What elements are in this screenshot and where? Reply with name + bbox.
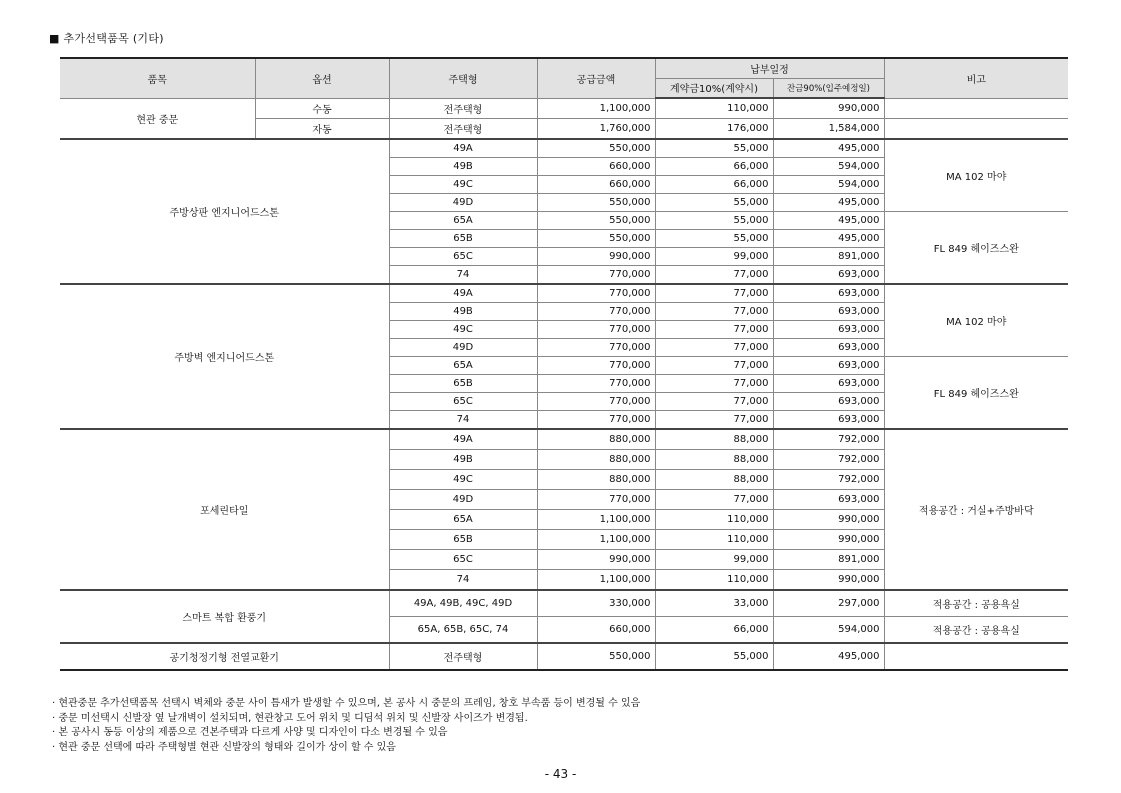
type-cell: 65A, 65B, 65C, 74	[389, 617, 537, 644]
notes	[52, 697, 640, 755]
balance-cell: 693,000	[773, 357, 884, 375]
type-cell: 49B	[389, 303, 537, 321]
remark-cell	[884, 119, 1068, 140]
price-cell: 770,000	[537, 357, 655, 375]
type-cell: 65A	[389, 510, 537, 530]
balance-cell: 495,000	[773, 194, 884, 212]
balance-cell: 693,000	[773, 266, 884, 285]
balance-cell: 891,000	[773, 248, 884, 266]
type-cell: 65B	[389, 530, 537, 550]
price-cell: 660,000	[537, 176, 655, 194]
balance-cell: 693,000	[773, 411, 884, 430]
balance-cell: 990,000	[773, 570, 884, 591]
price-cell: 660,000	[537, 617, 655, 644]
remark-cell: MA 102 마야	[884, 284, 1068, 357]
deposit-cell: 99,000	[655, 248, 773, 266]
remark-cell: 적용공간 : 공용욕실	[884, 617, 1068, 644]
deposit-cell: 66,000	[655, 617, 773, 644]
deposit-cell: 77,000	[655, 490, 773, 510]
deposit-cell: 77,000	[655, 266, 773, 285]
price-cell: 550,000	[537, 212, 655, 230]
page-number: - 43 -	[544, 767, 577, 781]
balance-cell: 693,000	[773, 375, 884, 393]
table-row	[60, 98, 1068, 119]
balance-cell: 693,000	[773, 303, 884, 321]
note-item: · 본 공사시 동등 이상의 제품으로 견본주택과 다르게 사양 및 디자인이 다소 변경될 수 있음	[52, 727, 448, 738]
remark-cell	[884, 643, 1068, 670]
balance-cell: 990,000	[773, 98, 884, 119]
deposit-cell: 176,000	[655, 119, 773, 140]
balance-cell: 594,000	[773, 176, 884, 194]
type-cell: 전주택형	[389, 643, 537, 670]
type-cell: 65B	[389, 230, 537, 248]
balance-cell: 495,000	[773, 212, 884, 230]
price-cell: 880,000	[537, 450, 655, 470]
remark-cell: 적용공간 : 거실+주방바닥	[884, 429, 1068, 590]
type-cell: 65A	[389, 212, 537, 230]
deposit-cell: 77,000	[655, 321, 773, 339]
type-cell: 49D	[389, 194, 537, 212]
header-price: 공급금액	[537, 58, 655, 98]
balance-cell: 693,000	[773, 339, 884, 357]
deposit-cell: 110,000	[655, 510, 773, 530]
header-balance: 잔금90%(입주예정일)	[773, 78, 884, 98]
deposit-cell: 88,000	[655, 429, 773, 450]
table-row	[60, 139, 1068, 158]
price-cell: 770,000	[537, 375, 655, 393]
balance-cell: 990,000	[773, 530, 884, 550]
item-name: 주방벽 엔지니어드스톤	[60, 284, 389, 429]
remark-cell	[884, 98, 1068, 119]
balance-cell: 792,000	[773, 429, 884, 450]
balance-cell: 495,000	[773, 230, 884, 248]
balance-cell: 594,000	[773, 617, 884, 644]
type-cell: 전주택형	[389, 98, 537, 119]
balance-cell: 891,000	[773, 550, 884, 570]
type-cell: 전주택형	[389, 119, 537, 140]
balance-cell: 594,000	[773, 158, 884, 176]
deposit-cell: 55,000	[655, 230, 773, 248]
balance-cell: 693,000	[773, 321, 884, 339]
deposit-cell: 110,000	[655, 570, 773, 591]
type-cell: 49D	[389, 339, 537, 357]
balance-cell: 1,584,000	[773, 119, 884, 140]
remark-cell: 적용공간 : 공용욕실	[884, 590, 1068, 617]
price-cell: 770,000	[537, 411, 655, 430]
type-cell: 49A	[389, 429, 537, 450]
header-unit-type: 주택형	[389, 58, 537, 98]
price-cell: 770,000	[537, 266, 655, 285]
price-cell: 880,000	[537, 429, 655, 450]
type-cell: 74	[389, 266, 537, 285]
table-row	[60, 643, 1068, 670]
option-cell: 수동	[255, 98, 389, 119]
option-cell: 자동	[255, 119, 389, 140]
remark-cell: FL 849 헤이즈스완	[884, 357, 1068, 430]
balance-cell: 693,000	[773, 284, 884, 303]
header-remarks: 비고	[884, 58, 1068, 98]
balance-cell: 990,000	[773, 510, 884, 530]
price-cell: 330,000	[537, 590, 655, 617]
remark-cell: MA 102 마야	[884, 139, 1068, 212]
item-name: 스마트 복합 환풍기	[60, 590, 389, 643]
price-cell: 660,000	[537, 158, 655, 176]
item-name: 주방상판 엔지니어드스톤	[60, 139, 389, 284]
price-cell: 770,000	[537, 303, 655, 321]
price-cell: 1,100,000	[537, 510, 655, 530]
deposit-cell: 77,000	[655, 284, 773, 303]
deposit-cell: 77,000	[655, 303, 773, 321]
deposit-cell: 66,000	[655, 158, 773, 176]
deposit-cell: 99,000	[655, 550, 773, 570]
price-cell: 990,000	[537, 550, 655, 570]
option-price-table	[60, 57, 1068, 671]
balance-cell: 792,000	[773, 470, 884, 490]
type-cell: 65A	[389, 357, 537, 375]
type-cell: 49D	[389, 490, 537, 510]
type-cell: 49C	[389, 321, 537, 339]
type-cell: 74	[389, 411, 537, 430]
note-item: · 현관 중문 선택에 따라 주택형별 현관 신발장의 형태와 길이가 상이 할 수 있음	[52, 741, 396, 753]
deposit-cell: 77,000	[655, 339, 773, 357]
type-cell: 49B	[389, 158, 537, 176]
price-cell: 550,000	[537, 139, 655, 158]
type-cell: 65B	[389, 375, 537, 393]
price-cell: 1,100,000	[537, 530, 655, 550]
note-item: · 중문 미선택시 신발장 옆 날개벽이 설치되며, 현관창고 도어 위치 및 디딤석 위치 및 신발장 사이즈가 변경됨.	[52, 712, 528, 724]
remark-cell: FL 849 헤이즈스완	[884, 212, 1068, 285]
price-cell: 770,000	[537, 284, 655, 303]
price-cell: 1,760,000	[537, 119, 655, 140]
deposit-cell: 55,000	[655, 643, 773, 670]
price-cell: 880,000	[537, 470, 655, 490]
table-row	[60, 590, 1068, 617]
note-item: · 현관중문 추가선택품목 선택시 벽체와 중문 사이 틈새가 발생할 수 있으며, 본 공사 시 중문의 프레임, 창호 부속품 등이 변경될 수 있음	[52, 698, 641, 709]
price-cell: 770,000	[537, 321, 655, 339]
header-deposit: 계약금10%(계약시)	[655, 78, 773, 98]
deposit-cell: 55,000	[655, 139, 773, 158]
table-row	[60, 429, 1068, 450]
price-cell: 1,100,000	[537, 98, 655, 119]
deposit-cell: 110,000	[655, 530, 773, 550]
price-cell: 770,000	[537, 490, 655, 510]
table-row	[60, 284, 1068, 303]
deposit-cell: 55,000	[655, 212, 773, 230]
type-cell: 74	[389, 570, 537, 591]
deposit-cell: 33,000	[655, 590, 773, 617]
type-cell: 65C	[389, 248, 537, 266]
type-cell: 49A	[389, 284, 537, 303]
deposit-cell: 77,000	[655, 357, 773, 375]
type-cell: 65C	[389, 393, 537, 411]
type-cell: 49C	[389, 176, 537, 194]
deposit-cell: 110,000	[655, 98, 773, 119]
deposit-cell: 88,000	[655, 470, 773, 490]
balance-cell: 297,000	[773, 590, 884, 617]
deposit-cell: 55,000	[655, 194, 773, 212]
type-cell: 49B	[389, 450, 537, 470]
deposit-cell: 77,000	[655, 375, 773, 393]
price-cell: 770,000	[537, 393, 655, 411]
price-cell: 770,000	[537, 339, 655, 357]
type-cell: 49C	[389, 470, 537, 490]
header-schedule: 납부일정	[655, 58, 884, 78]
deposit-cell: 77,000	[655, 411, 773, 430]
deposit-cell: 66,000	[655, 176, 773, 194]
price-cell: 990,000	[537, 248, 655, 266]
price-cell: 550,000	[537, 230, 655, 248]
item-name: 공기청정기형 전열교환기	[60, 643, 389, 670]
item-name: 포세린타일	[60, 429, 389, 590]
balance-cell: 792,000	[773, 450, 884, 470]
header-option: 옵션	[255, 58, 389, 98]
balance-cell: 693,000	[773, 490, 884, 510]
balance-cell: 495,000	[773, 643, 884, 670]
type-cell: 65C	[389, 550, 537, 570]
type-cell: 49A, 49B, 49C, 49D	[389, 590, 537, 617]
price-cell: 550,000	[537, 643, 655, 670]
balance-cell: 693,000	[773, 393, 884, 411]
balance-cell: 495,000	[773, 139, 884, 158]
header-item: 품목	[60, 58, 255, 98]
item-name: 현관 중문	[60, 98, 255, 139]
section-title: ■ 추가선택품목 (기타)	[49, 32, 164, 45]
deposit-cell: 88,000	[655, 450, 773, 470]
price-cell: 550,000	[537, 194, 655, 212]
deposit-cell: 77,000	[655, 393, 773, 411]
price-cell: 1,100,000	[537, 570, 655, 591]
type-cell: 49A	[389, 139, 537, 158]
